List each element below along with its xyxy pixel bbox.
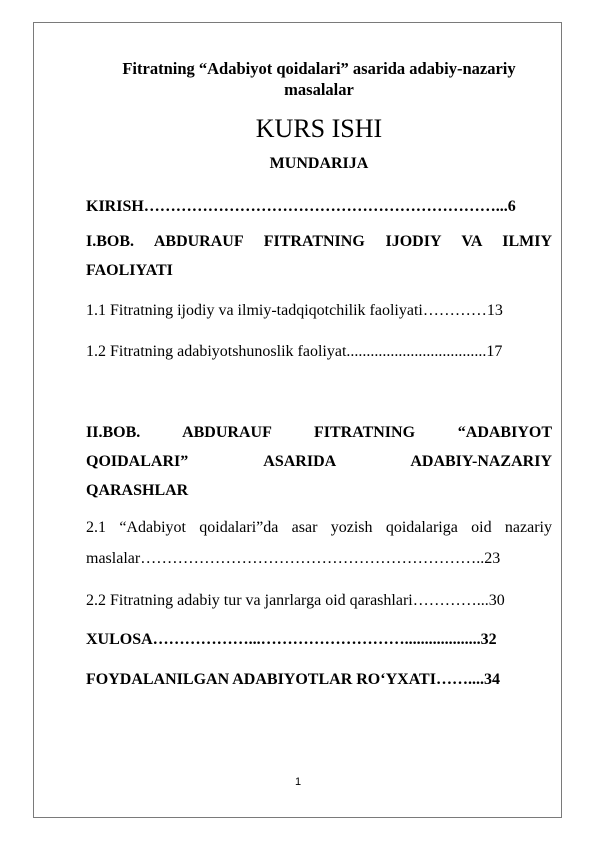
toc-chapter-1-line-2: FAOLIYATI xyxy=(86,262,173,279)
toc-foydalanilgan: FOYDALANILGAN ADABIYOTLAR RO‘YXATI……....34 xyxy=(86,671,500,688)
toc-item-2-1-line-2: maslalar………………………………………………………..23 xyxy=(86,550,501,567)
toc-item-1-1: 1.1 Fitratning ijodiy va ilmiy-tadqiqotchilik faoliyati…………13 xyxy=(86,302,503,319)
document-title: Fitratning “Adabiyot qoidalari” asarida adabiy-nazariy masalalar xyxy=(122,59,516,99)
toc-chapter-2-line-1: II.BOB. ABDURAUF FITRATNING “ADABIYOT xyxy=(86,424,552,441)
page-number: 1 xyxy=(294,776,302,788)
toc-item-2-1-line-1: 2.1 “Adabiyot qoidalari”da asar yozish qoidalariga oid nazariy xyxy=(86,519,552,536)
toc-chapter-1-line-1: I.BOB. ABDURAUF FITRATNING IJODIY VA ILMIY xyxy=(86,233,552,250)
toc-kirish: KIRISH…………………………………………………………...6 xyxy=(86,198,516,215)
toc-chapter-2-line-3: QARASHLAR xyxy=(86,482,189,499)
toc-chapter-2-line-2: QOIDALARI” ASARIDA ADABIY-NAZARIY xyxy=(86,453,552,470)
toc-item-1-2: 1.2 Fitratning adabiyotshunoslik faoliyat...................................17 xyxy=(86,343,503,360)
toc-xulosa: XULOSA………………...………………………...................32 xyxy=(86,631,497,648)
document-heading: KURS ISHI xyxy=(255,114,383,143)
toc-item-2-2: 2.2 Fitratning adabiy tur va janrlarga oid qarashlari…………...30 xyxy=(86,592,505,609)
toc-heading: MUNDARIJA xyxy=(269,155,369,172)
